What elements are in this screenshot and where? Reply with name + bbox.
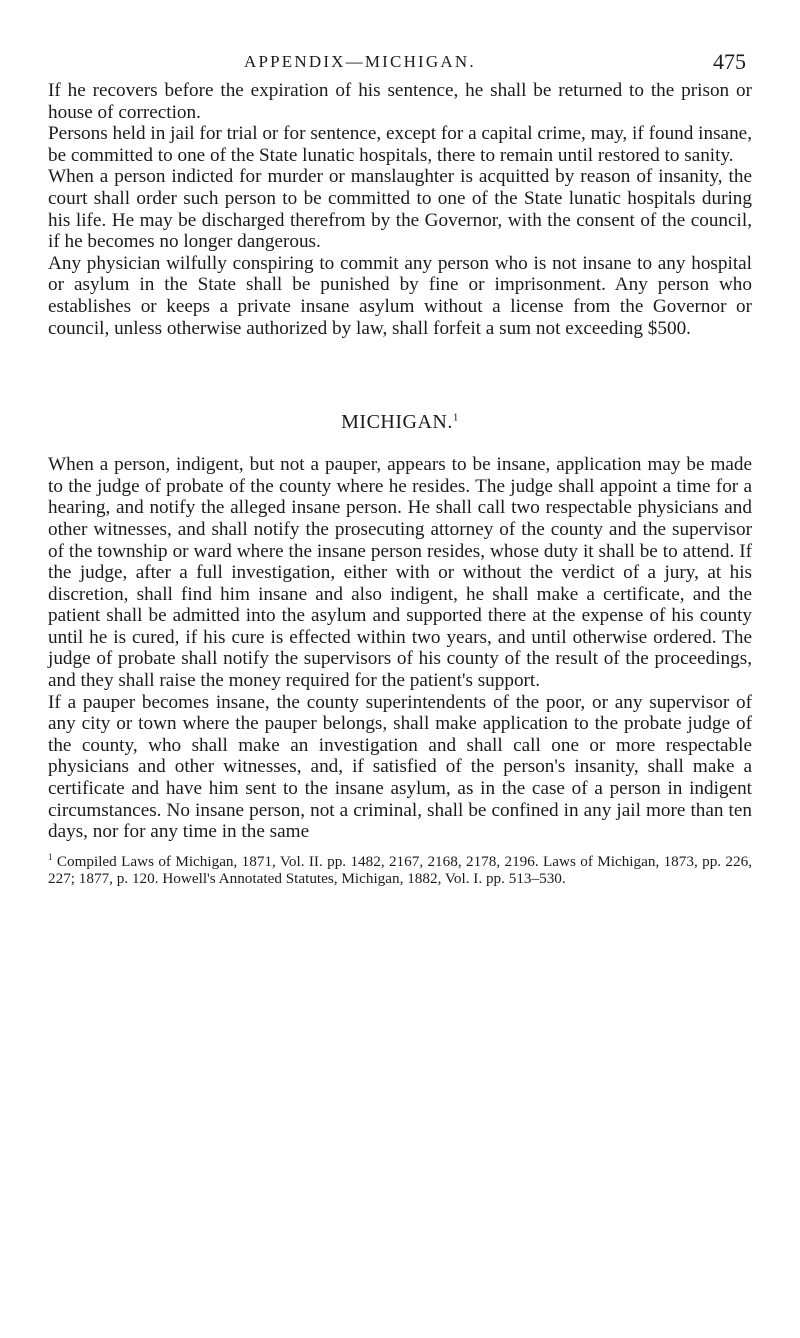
footnotes xyxy=(48,849,752,888)
running-head xyxy=(48,49,752,80)
page-number: 475 xyxy=(713,49,746,74)
footnote-text: Compiled Laws of Michigan, 1871, Vol. II. pp. 1482, 2167, 2168, 2178, 2196. Laws of Michigan, 1873, pp. 226, 227; 1877, p. 120. Howell's Annotated Statutes, Michigan, 1882, Vol. I. pp. 513–530. xyxy=(48,852,752,888)
top-section xyxy=(48,80,752,339)
section-heading-text: MICHIGAN. xyxy=(341,411,453,434)
footnote xyxy=(48,849,752,888)
michigan-section xyxy=(48,454,752,843)
paragraph-acquittal: When a person indicted for murder or manslaughter is acquitted by reason of insanity, the court shall order such person to be committed to one of the State lunatic hospitals during his life. He may be discharged therefrom by the Governor, with the consent of the council, if he becomes no longer dangerous. xyxy=(48,166,752,253)
paragraph-pauper-insane: If a pauper becomes insane, the county superintendents of the poor, or any supervisor of any city or town where the pauper belongs, shall make application to the probate judge of the county, who shall make an investigation and shall call one or more respectable physicians and other witnesses, and, if satisfied of the person's insanity, shall make a certificate and have him sent to the insane asylum, as in the case of a person in indigent circumstances. No insane person, not a criminal, shall be confined in any jail more than ten days, nor for any time in the same xyxy=(48,691,752,843)
paragraph-physician-conspiracy: Any physician wilfully conspiring to commit any person who is not insane to any hospital or asylum in the State shall be punished by fine or imprisonment. Any person who establishes or keeps a private insane asylum without a license from the Governor or council, unless otherwise authorized by law, shall forfeit a sum not exceeding $500. xyxy=(48,252,752,339)
section-heading xyxy=(48,411,752,434)
footnote-reference: 1 xyxy=(452,411,459,424)
paragraph-indigent-application: When a person, indigent, but not a pauper, appears to be insane, application may be made to the judge of probate of the county where he resides. The judge shall appoint a time for a hearing, and notify the alleged insane person. He shall call two respectable physicians and other witnesses, and shall notify the prosecuting attorney of the county and the supervisor of the township or ward where the insane person resides, whose duty it shall be to attend. If the judge, after a full investigation, either with or without the verdict of a jury, at his discretion, shall find him insane and also indigent, he shall make a certificate, and the patient shall be admitted into the asylum and supported there at the expense of his county until he is cured, if his cure is effected within two years, and until otherwise ordered. The judge of probate shall notify the supervisors of his county of the result of the proceedings, and they shall raise the money required for the patient's support. xyxy=(48,454,752,692)
paragraph-jail-insane: Persons held in jail for trial or for sentence, except for a capital crime, may, if found insane, be committed to one of the State lunatic hospitals, there to remain until restored to sanity. xyxy=(48,123,752,166)
footnote-marker: 1 xyxy=(48,851,53,862)
paragraph-recovery: If he recovers before the expiration of his sentence, he shall be returned to the prison or house of correction. xyxy=(48,80,752,123)
running-title: APPENDIX—MICHIGAN. xyxy=(244,52,476,71)
